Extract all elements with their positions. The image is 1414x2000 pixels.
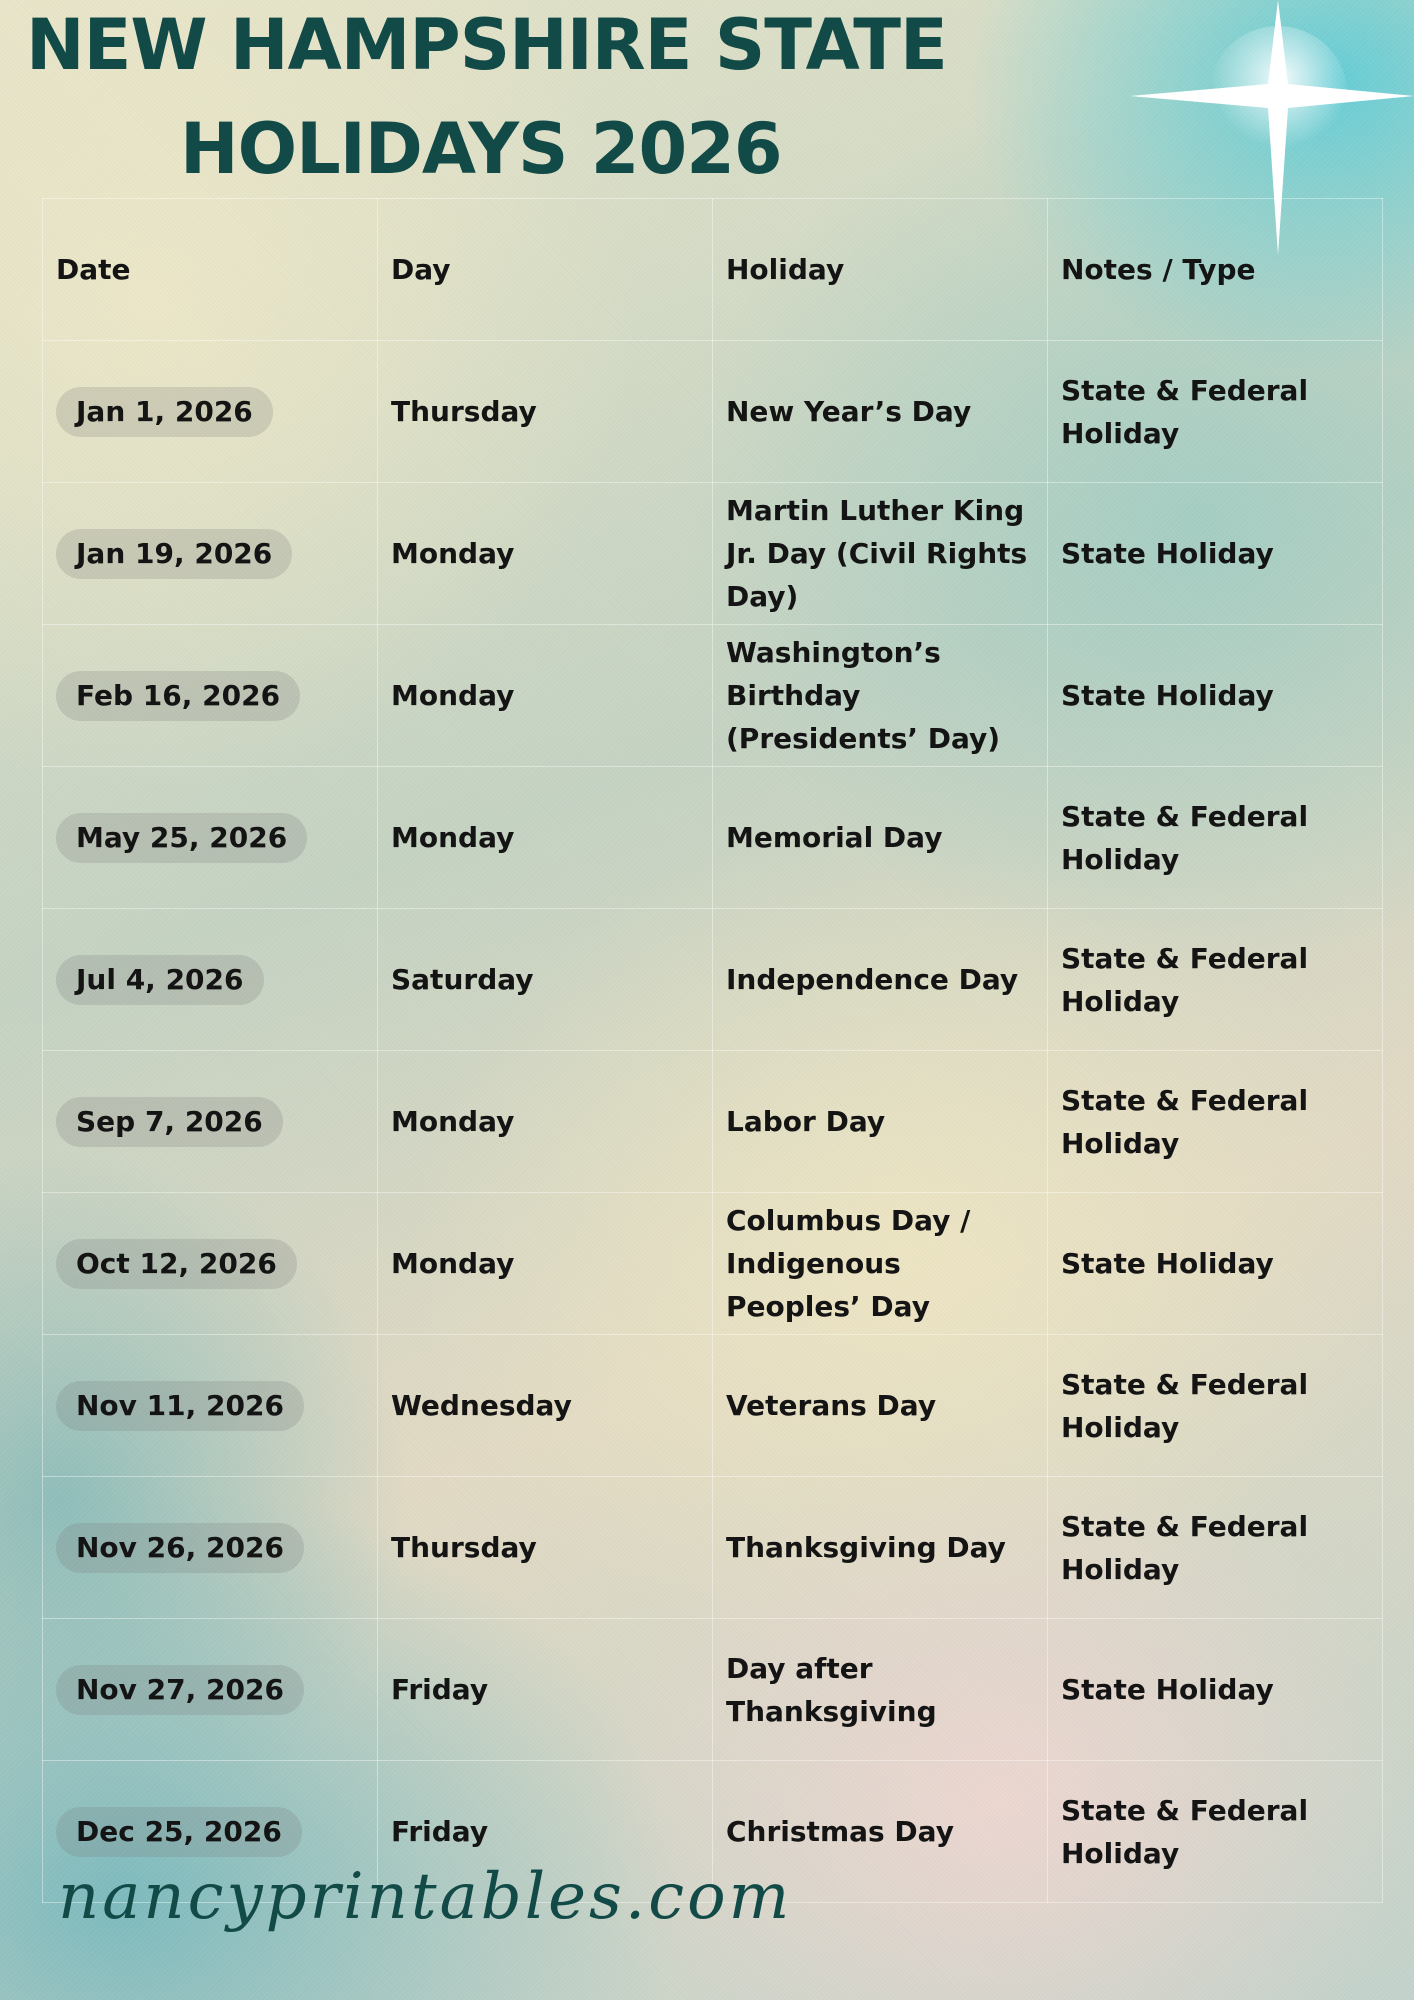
notes-cell: State & Federal Holiday (1048, 1051, 1383, 1193)
date-cell (43, 483, 378, 625)
table-row (43, 483, 1383, 625)
day-cell: Friday (378, 1619, 713, 1761)
notes-cell: State & Federal Holiday (1048, 1761, 1383, 1903)
notes-cell: State & Federal Holiday (1048, 909, 1383, 1051)
notes-cell: State & Federal Holiday (1048, 341, 1383, 483)
date-badge: Feb 16, 2026 (56, 671, 300, 721)
website-watermark: nancyprintables.com (58, 1860, 793, 1934)
table-row (43, 1193, 1383, 1335)
date-badge: Jan 19, 2026 (56, 529, 292, 579)
table-row (43, 1619, 1383, 1761)
table-row (43, 1477, 1383, 1619)
holiday-cell: Independence Day (713, 909, 1048, 1051)
day-cell: Monday (378, 625, 713, 767)
day-cell: Friday (378, 1761, 713, 1903)
date-cell (43, 1477, 378, 1619)
date-cell (43, 341, 378, 483)
date-cell (43, 1335, 378, 1477)
date-cell (43, 625, 378, 767)
date-badge: Nov 27, 2026 (56, 1665, 304, 1715)
notes-cell: State Holiday (1048, 1193, 1383, 1335)
table-row (43, 341, 1383, 483)
page-title-line-2: HOLIDAYS 2026 (180, 108, 782, 190)
holiday-cell: Labor Day (713, 1051, 1048, 1193)
holiday-cell: Martin Luther King Jr. Day (Civil Rights Day) (713, 483, 1048, 625)
day-cell: Monday (378, 483, 713, 625)
date-badge: Sep 7, 2026 (56, 1097, 283, 1147)
day-cell: Monday (378, 767, 713, 909)
header-holiday: Holiday (713, 199, 1048, 341)
day-cell: Saturday (378, 909, 713, 1051)
day-cell: Thursday (378, 1477, 713, 1619)
day-cell: Wednesday (378, 1335, 713, 1477)
table-header-row (43, 199, 1383, 341)
table-row (43, 767, 1383, 909)
date-badge: Jul 4, 2026 (56, 955, 264, 1005)
day-cell: Monday (378, 1051, 713, 1193)
holidays-table (42, 198, 1383, 1903)
date-badge: May 25, 2026 (56, 813, 307, 863)
date-cell (43, 1619, 378, 1761)
notes-cell: State & Federal Holiday (1048, 767, 1383, 909)
holiday-cell: New Year’s Day (713, 341, 1048, 483)
table-row (43, 625, 1383, 767)
date-badge: Nov 11, 2026 (56, 1381, 304, 1431)
notes-cell: State Holiday (1048, 1619, 1383, 1761)
notes-cell: State Holiday (1048, 625, 1383, 767)
holiday-cell: Washington’s Birthday (Presidents’ Day) (713, 625, 1048, 767)
header-notes: Notes / Type (1048, 199, 1383, 341)
table-row (43, 1335, 1383, 1477)
table-row (43, 1051, 1383, 1193)
date-cell (43, 767, 378, 909)
date-badge: Dec 25, 2026 (56, 1807, 302, 1857)
day-cell: Thursday (378, 341, 713, 483)
notes-cell: State Holiday (1048, 483, 1383, 625)
day-cell: Monday (378, 1193, 713, 1335)
header-date: Date (43, 199, 378, 341)
table-row (43, 909, 1383, 1051)
date-badge: Nov 26, 2026 (56, 1523, 304, 1573)
holiday-cell: Thanksgiving Day (713, 1477, 1048, 1619)
date-badge: Jan 1, 2026 (56, 387, 273, 437)
holiday-cell: Veterans Day (713, 1335, 1048, 1477)
holiday-cell: Columbus Day / Indigenous Peoples’ Day (713, 1193, 1048, 1335)
header-day: Day (378, 199, 713, 341)
holiday-cell: Day after Thanksgiving (713, 1619, 1048, 1761)
notes-cell: State & Federal Holiday (1048, 1477, 1383, 1619)
holiday-cell: Christmas Day (713, 1761, 1048, 1903)
date-cell (43, 909, 378, 1051)
notes-cell: State & Federal Holiday (1048, 1335, 1383, 1477)
date-badge: Oct 12, 2026 (56, 1239, 297, 1289)
date-cell (43, 1051, 378, 1193)
date-cell (43, 1193, 378, 1335)
page-title-line-1: NEW HAMPSHIRE STATE (26, 4, 947, 86)
holiday-cell: Memorial Day (713, 767, 1048, 909)
